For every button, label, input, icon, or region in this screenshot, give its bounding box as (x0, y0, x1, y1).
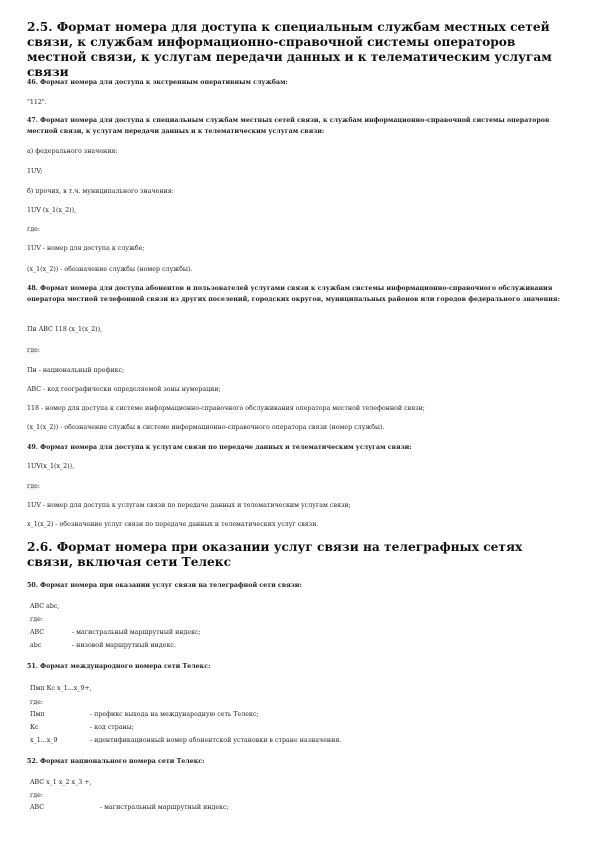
where-label: где: (30, 699, 44, 706)
telex-def-term: Пмп (30, 711, 45, 718)
paragraph-50: 50. Формат номера при оказании услуг связи на телеграфной сети связи: (27, 582, 302, 589)
definition-service-number: (x_1(x_2)) - обозначение службы в системе информационно-справочного оператора связи (номер службы). (27, 424, 385, 431)
paragraph-48-value: Пн ABC 118 (x_1(x_2)), (27, 326, 103, 333)
paragraph-52-value: ABC x_1 x_2 x_3 +, (30, 779, 92, 786)
definition-1uv: 1UV - номер для доступа к службе; (27, 245, 145, 252)
paragraph-49: 49. Формат номера для доступа к услугам связи по передаче данных и телематическим услугам связи: (27, 444, 412, 451)
where-label: где: (30, 616, 44, 623)
paragraph-52: 52. Формат национального номера сети Телекс: (27, 758, 205, 765)
telex-national-def-desc: - магистральный маршрутный индекс; (100, 804, 229, 811)
telex-def-desc: - префикс выхода на международную сеть Телекс; (90, 711, 259, 718)
paragraph-51-value: Пмп Кс x_1...x_9+, (30, 685, 92, 692)
telex-def-term: x_1...x_9 (30, 737, 58, 744)
definition-prefix: Пн - национальный префикс; (27, 367, 125, 374)
paragraph-50-value: ABC abc, (30, 603, 60, 610)
paragraph-47: 47. Формат номера для доступа к специальным службам местных сетей связи, к службам информационно-справочной системы операторов местной связи, к услугам передачи данных и к телематическим услугам связи: (27, 117, 550, 135)
paragraph-46: 46. Формат номера для доступа к экстренным оперативным службам: (27, 79, 288, 86)
paragraph-47-a: а) федерального значения: (27, 148, 118, 155)
where-label: где: (27, 226, 41, 233)
where-label: где: (27, 483, 41, 490)
telegraph-def-term: abc (30, 642, 42, 649)
section-heading-2-6: 2.6. Формат номера при оказании услуг связи на телеграфных сетях связи, включая сети Телекс (27, 540, 523, 569)
paragraph-47-b: б) прочих, в т.ч. муниципального значения: (27, 188, 174, 195)
telegraph-def-desc: - низовой маршрутный индекс. (72, 642, 176, 649)
paragraph-47-b-value: 1UV (x_1(x_2)), (27, 207, 77, 214)
definition-118: 118 - номер для доступа к системе информационно-справочного обслуживания оператора местной телефонной связи; (27, 405, 425, 412)
telex-def-desc: - код страны; (90, 724, 134, 731)
telex-def-desc: - идентификационный номер абонентской установки в стране назначения. (90, 737, 342, 744)
paragraph-49-value: 1UV(x_1(x_2)), (27, 463, 75, 470)
paragraph-47-a-value: 1UV; (27, 168, 43, 175)
section-heading-2-5: 2.5. Формат номера для доступа к специальным службам местных сетей связи, к службам информационно-справочной системы операторов местной связи, к услугам передачи данных и к телематическим услугам связи (27, 20, 552, 79)
definition-1uv-data: 1UV - номер для доступа к услугам связи по передаче данных и телематическим услугам связи; (27, 502, 351, 509)
definition-data-services: x_1(x_2) - обозначение услуг связи по передаче данных и телематических услуг связи. (27, 521, 319, 528)
paragraph-51: 51. Формат международного номера сети Телекс: (27, 663, 211, 670)
telegraph-def-desc: - магистральный маршрутный индекс; (72, 629, 201, 636)
paragraph-46-value: "112". (27, 99, 47, 106)
definition-abc: ABC - код географически определяемой зоны нумерации; (27, 386, 221, 393)
telegraph-def-term: ABC (30, 629, 45, 636)
telex-national-def-term: ABC (30, 804, 45, 811)
where-label: где: (27, 347, 41, 354)
definition-service: (x_1(x_2)) - обозначение службы (номер службы). (27, 266, 193, 273)
paragraph-48: 48. Формат номера для доступа абонентов и пользователей услугами связи к службам системы информационно-справочного обслуживания оператора местной телефонной связи из других поселений, городских округов, муниципальных районов или городов федерального значения: (27, 285, 560, 303)
where-label: где: (30, 792, 44, 799)
telex-def-term: Кс (30, 724, 39, 731)
